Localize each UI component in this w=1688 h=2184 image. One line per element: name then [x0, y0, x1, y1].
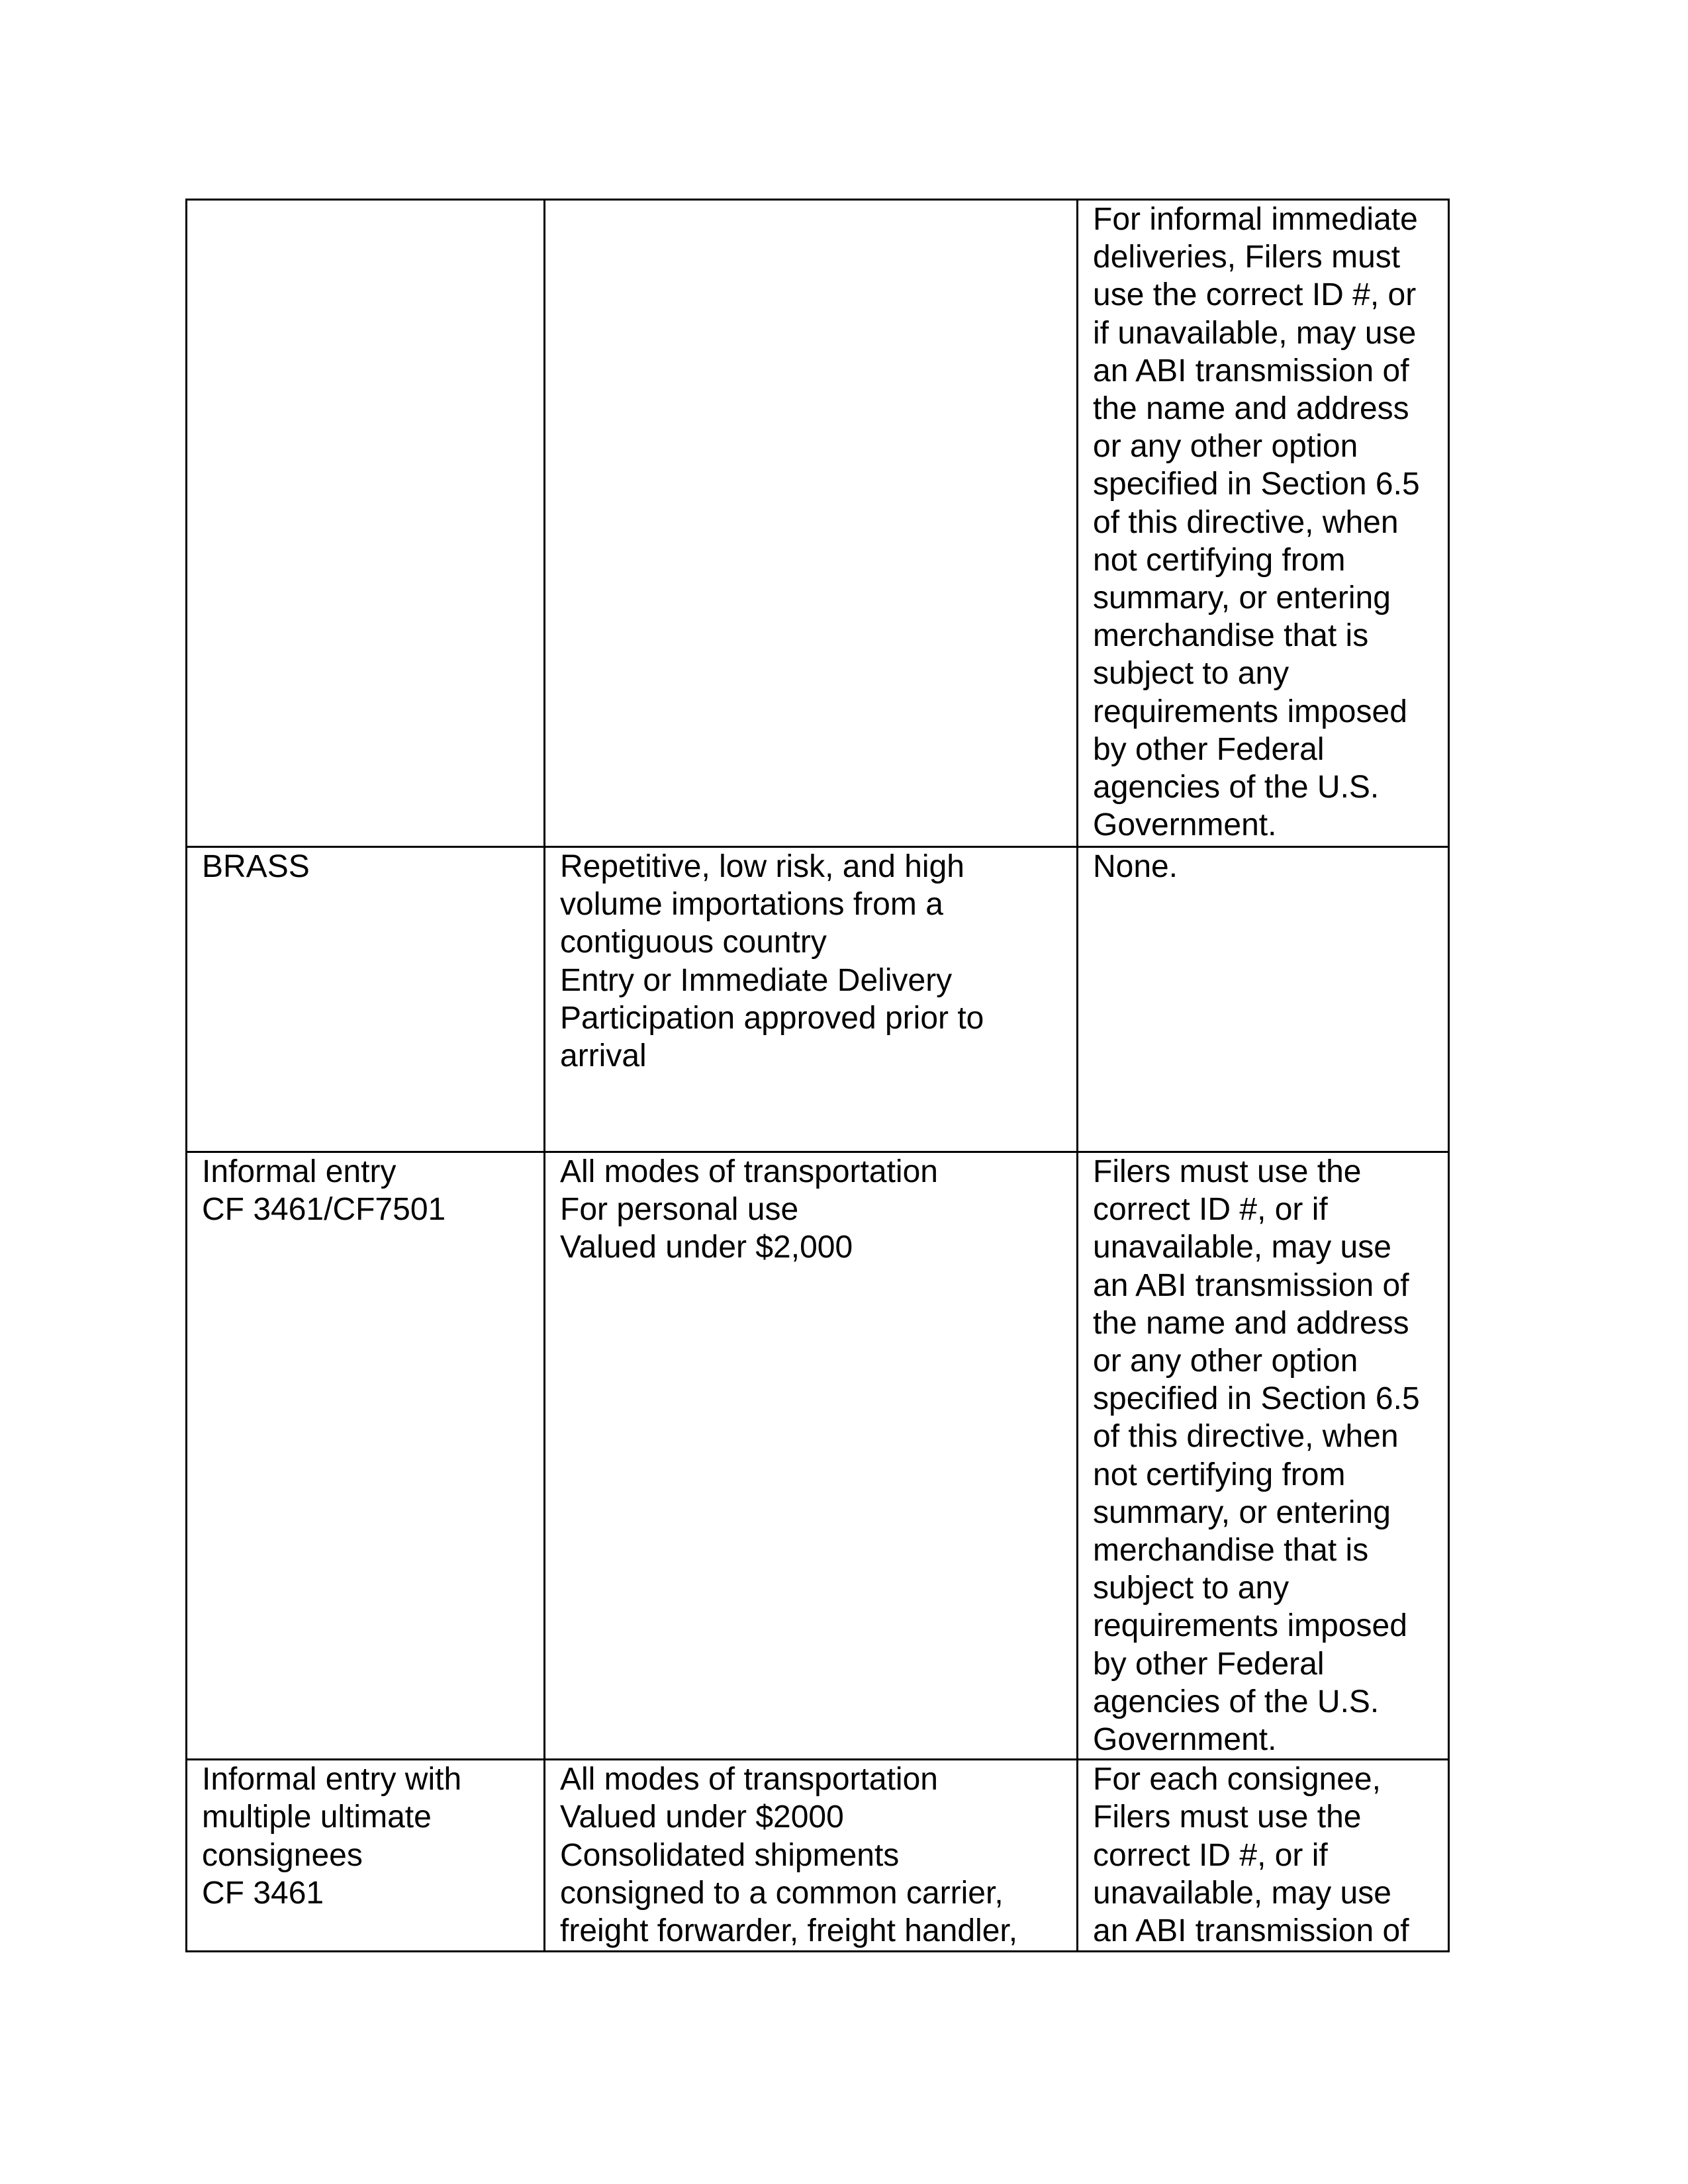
cell-text-line: Filers must use the — [1093, 1799, 1362, 1835]
cell-text-line: if unavailable, may use — [1093, 315, 1417, 351]
cell-text-line: consigned to a common carrier, — [560, 1875, 1004, 1911]
cell-text-line: of this directive, when — [1093, 504, 1399, 540]
cell-text-line: not certifying from — [1093, 1457, 1346, 1492]
cell-text-line: correct ID #, or if — [1093, 1837, 1328, 1873]
cell-text-line: the name and address — [1093, 391, 1409, 427]
cell-text-line: Filers must use the — [1093, 1154, 1362, 1189]
cell-text-line: unavailable, may use — [1093, 1230, 1391, 1265]
cell-text-line: consignees — [202, 1837, 363, 1873]
cell-text-line: Informal entry — [202, 1154, 397, 1189]
table-row — [187, 1760, 1449, 1952]
cell-id-requirements — [1078, 847, 1449, 1152]
cell-text-line: summary, or entering — [1093, 1494, 1391, 1530]
cell-entry-type — [187, 1152, 545, 1760]
cell-text-line: CF 3461 — [202, 1875, 324, 1911]
cell-text-line: volume importations from a — [560, 887, 943, 923]
cell-text-line: agencies of the U.S. — [1093, 770, 1380, 805]
cell-text-line: arrival — [560, 1038, 647, 1074]
cell-text-line: All modes of transportation — [560, 1154, 938, 1189]
cell-entry-type — [187, 200, 545, 847]
cell-text-line: an ABI transmission of — [1093, 353, 1409, 388]
cell-text-line: or any other option — [1093, 429, 1358, 465]
cell-text-line: contiguous country — [560, 925, 827, 960]
cell-text-line: merchandise that is — [1093, 618, 1369, 654]
cell-text-line: None. — [1093, 849, 1178, 884]
cell-text-line: requirements imposed — [1093, 694, 1407, 729]
table-row — [187, 200, 1449, 847]
cell-text-line: summary, or entering — [1093, 580, 1391, 616]
cell-text-line: Repetitive, low risk, and high — [560, 849, 964, 884]
cell-text-line: freight forwarder, freight handler, — [560, 1913, 1018, 1949]
cell-text-line: BRASS — [202, 849, 310, 884]
cell-text-line: or any other option — [1093, 1343, 1358, 1379]
cell-text-line: use the correct ID #, or — [1093, 277, 1417, 313]
cell-text-line: multiple ultimate — [202, 1799, 432, 1835]
cell-conditions — [545, 200, 1078, 847]
cell-id-requirements — [1078, 200, 1449, 847]
cell-text-line: by other Federal — [1093, 1646, 1325, 1682]
cell-text-line: of this directive, when — [1093, 1419, 1399, 1455]
cell-id-requirements — [1078, 1760, 1449, 1952]
cell-text-line: an ABI transmission of — [1093, 1913, 1409, 1949]
cell-text-line: Informal entry with — [202, 1762, 462, 1797]
cell-text-line: Entry or Immediate Delivery — [560, 962, 953, 998]
cell-text-line: Consolidated shipments — [560, 1837, 900, 1873]
cell-text-line: Participation approved prior to — [560, 1000, 984, 1036]
cell-conditions — [545, 847, 1078, 1152]
cell-text-line: agencies of the U.S. — [1093, 1684, 1380, 1719]
cell-text-line: unavailable, may use — [1093, 1875, 1391, 1911]
cell-text-line: specified in Section 6.5 — [1093, 467, 1420, 502]
cell-conditions — [545, 1760, 1078, 1952]
table-row — [187, 1152, 1449, 1760]
table-row — [187, 847, 1449, 1152]
cell-id-requirements — [1078, 1152, 1449, 1760]
entry-requirements-table — [185, 199, 1450, 1952]
cell-text-line: subject to any — [1093, 1570, 1289, 1606]
cell-text-line: deliveries, Filers must — [1093, 240, 1401, 275]
cell-text-line: Government. — [1093, 1722, 1277, 1758]
cell-text-line: requirements imposed — [1093, 1608, 1407, 1644]
cell-text-line: For personal use — [560, 1192, 799, 1228]
cell-text-line: the name and address — [1093, 1305, 1409, 1341]
cell-text-line: merchandise that is — [1093, 1533, 1369, 1569]
cell-text-line: Valued under $2,000 — [560, 1230, 853, 1265]
cell-text-line: CF 3461/CF7501 — [202, 1192, 446, 1228]
cell-text-line: All modes of transportation — [560, 1762, 938, 1797]
cell-text-line: specified in Section 6.5 — [1093, 1381, 1420, 1417]
cell-text-line: subject to any — [1093, 656, 1289, 692]
cell-entry-type — [187, 847, 545, 1152]
cell-text-line: Government. — [1093, 807, 1277, 843]
cell-text-line: For each consignee, — [1093, 1762, 1381, 1797]
cell-text-line: not certifying from — [1093, 542, 1346, 578]
cell-text-line: correct ID #, or if — [1093, 1192, 1328, 1228]
cell-text-line: an ABI transmission of — [1093, 1267, 1409, 1303]
cell-text-line: Valued under $2000 — [560, 1799, 844, 1835]
cell-conditions — [545, 1152, 1078, 1760]
cell-text-line: For informal immediate — [1093, 202, 1418, 237]
cell-entry-type — [187, 1760, 545, 1952]
cell-text-line: by other Federal — [1093, 731, 1325, 767]
